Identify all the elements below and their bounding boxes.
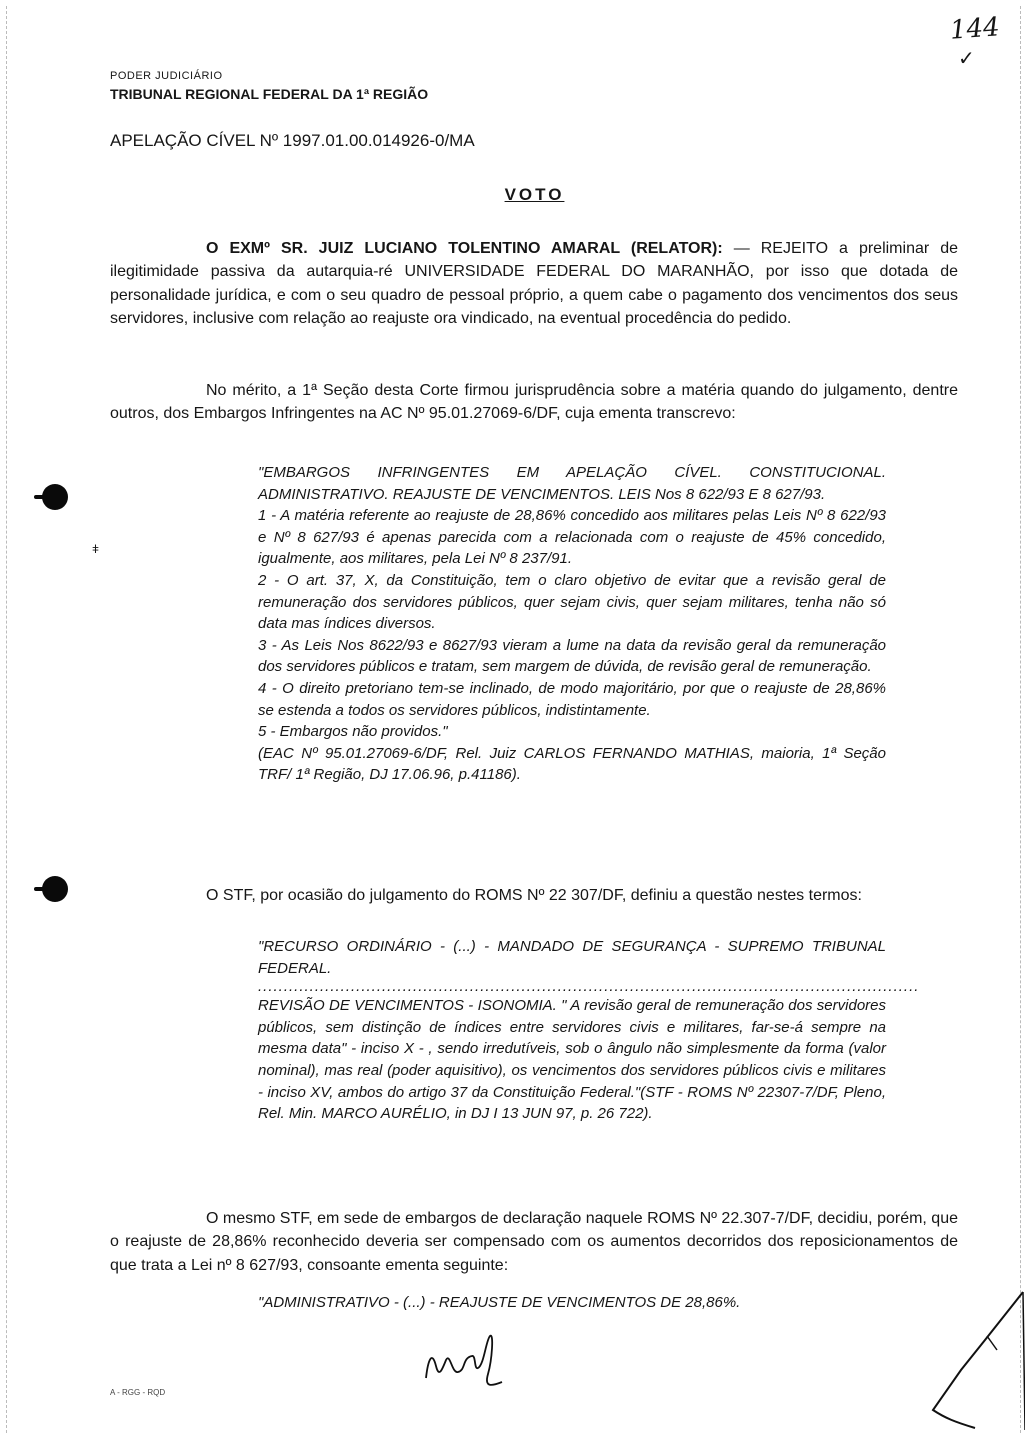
quote-administrativo: "ADMINISTRATIVO - (...) - REAJUSTE DE VENCIMENTOS DE 28,86%. — [258, 1294, 741, 1311]
judge-heading: O EXMº SR. JUIZ LUCIANO TOLENTINO AMARAL (RELATOR): — [206, 240, 723, 257]
case-number: APELAÇÃO CÍVEL Nº 1997.01.00.014926-0/MA — [110, 131, 475, 150]
court-branch: PODER JUDICIÁRIO — [110, 70, 223, 82]
quote-roms — [258, 936, 920, 1125]
quote-heading: "RECURSO ORDINÁRIO - (...) - MANDADO DE SEGURANÇA - SUPREMO TRIBUNAL FEDERAL. — [258, 938, 886, 977]
court-name: TRIBUNAL REGIONAL FEDERAL DA 1ª REGIÃO — [110, 86, 429, 102]
quote-item: 3 - As Leis Nos 8622/93 e 8627/93 vieram a lume na data da revisão geral da remuneração dos servidores públicos e tratam, sem margem de dúvida, de revisão geral de remuneração. — [258, 636, 886, 676]
paragraph-embargos-declaracao: O mesmo STF, em sede de embargos de declaração naquele ROMS Nº 22.307-7/DF, decidiu, porém, que o reajuste de 28,86% reconhecido deveria ser compensado com os aumentos decorridos dos reposicionamentos de que trata a Lei nº 8 627/93, consoante ementa seguinte: — [110, 1210, 958, 1274]
document-title: VOTO — [504, 185, 565, 204]
punch-hole-icon — [42, 484, 68, 510]
quote-heading: "EMBARGOS INFRINGENTES EM APELAÇÃO CÍVEL. CONSTITUCIONAL. ADMINISTRATIVO. REAJUSTE DE VENCIMENTOS. LEIS Nos 8 622/93 E 8 627/93. — [258, 464, 886, 503]
paragraph-merit: No mérito, a 1ª Seção desta Corte firmou jurisprudência sobre a matéria quando do julgamento, dentre outros, dos Embargos Infringentes na AC Nº 95.01.27069-6/DF, cuja ementa transcrevo: — [110, 382, 958, 423]
quote-item: 1 - A matéria referente ao reajuste de 28,86% concedido aos militares pelas Leis Nº 8 622/93 e Nº 8 627/93 é apenas parecida com a relacionada com o reajuste de 45% concedido, igualmente, aos militares, pela Lei Nº 8 237/91. — [258, 507, 886, 568]
punch-hole-icon — [42, 876, 68, 902]
footer-code: A - RGG - RQD — [110, 1388, 166, 1397]
paragraph-preliminary — [110, 237, 958, 330]
page-curl-icon — [925, 1290, 1025, 1430]
check-mark-icon: ✓ — [958, 48, 975, 70]
signature-initials — [422, 1330, 532, 1400]
quote-embargos — [258, 462, 886, 786]
quote-body: REVISÃO DE VENCIMENTOS - ISONOMIA. " A revisão geral de remuneração dos servidores públicos, sem distinção de índices entre servidores civis e militares, far-se-á sempre na mesma data" - inciso X - , sendo irredutíveis, sob o ângulo não simplesmente da forma (valor nominal), mas real (poder aquisitivo), os vencimentos dos servidores públicos civis e militares - inciso XV, ambos do artigo 37 da Constituição Federal."(STF - ROMS Nº 22307-7/DF, Pleno, Rel. Min. MARCO AURÉLIO, in DJ I 13 JUN 97, p. 26 722). — [258, 997, 886, 1123]
page-number: 144 — [949, 12, 1001, 46]
quote-citation: (EAC Nº 95.01.27069-6/DF, Rel. Juiz CARLOS FERNANDO MATHIAS, maioria, 1ª Seção TRF/ 1ª Região, DJ 17.06.96, p.41186). — [258, 744, 886, 784]
paragraph-preliminary-text: — REJEITO a preliminar de ilegitimidade passiva da autarquia-ré UNIVERSIDADE FEDERAL DO MARANHÃO, por isso que dotada de personalidade jurídica, e com o seu quadro de pessoal próprio, a quem cabe o pagamento dos vencimentos dos seus servidores, inclusive com relação ao reajuste ora vindicado, na eventual procedência do pedido. — [110, 240, 959, 327]
quote-item: 4 - O direito pretoriano tem-se inclinado, de modo majoritário, por que o reajuste de 28,86% se estenda a todos os servidores públicos, indistintamente. — [258, 679, 886, 719]
quote-item: 5 - Embargos não providos." — [258, 723, 448, 741]
paragraph-stf: O STF, por ocasião do julgamento do ROMS Nº 22 307/DF, definiu a questão nestes termos: — [206, 887, 862, 904]
stray-mark: ǂ — [92, 542, 100, 556]
quote-item: 2 - O art. 37, X, da Constituição, tem o claro objetivo de evitar que a revisão geral de remuneração dos servidores públicos, quer sejam civis, quer sejam militares, tenha não só data mas índices diversos. — [258, 571, 886, 633]
quote-omission-dots: ................................................................................................................................ — [258, 978, 920, 996]
